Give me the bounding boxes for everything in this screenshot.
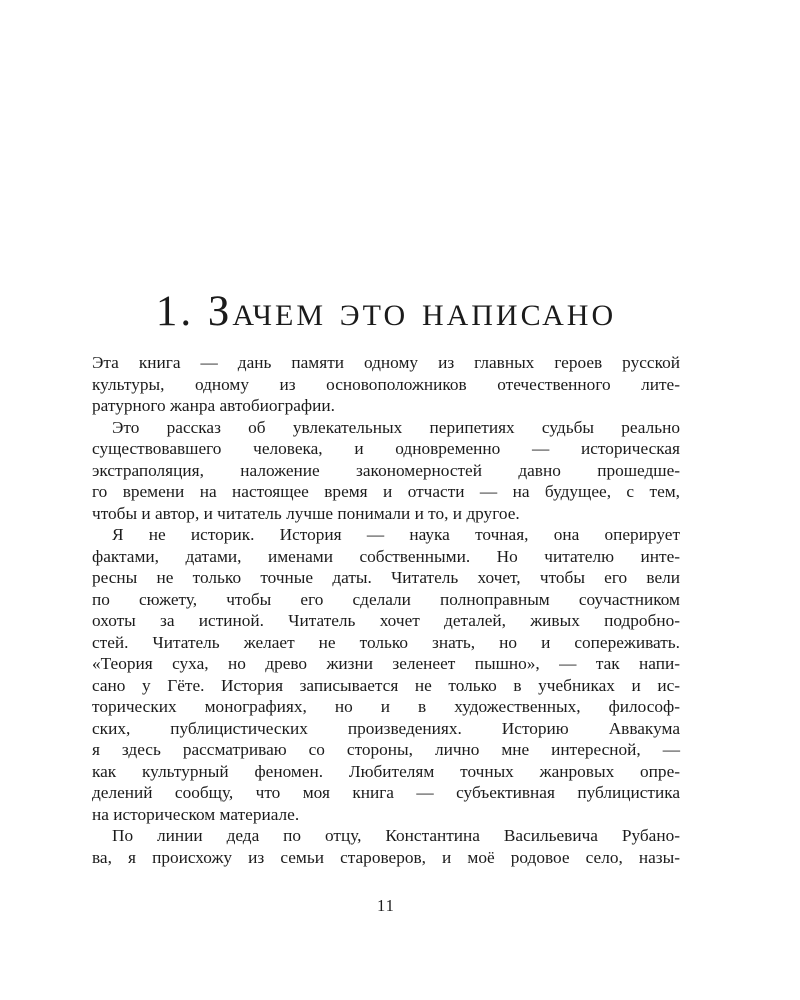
text-line: фактами, датами, именами собственными. Но читателю инте- — [92, 546, 680, 566]
text-line: Я не историк. История — наука точная, она оперирует — [112, 525, 680, 544]
text-line: делений сообщу, что моя книга — субъективная публицистика — [92, 783, 680, 802]
paragraph — [92, 417, 680, 525]
text-line: ских, публицистических произведениях. Историю Аввакума — [92, 718, 680, 738]
paragraph — [92, 524, 680, 825]
paragraph — [92, 352, 680, 417]
text-line: го времени на настоящее время и отчасти — на будущее, с тем, — [92, 482, 680, 501]
text-line: ресны не только точные даты. Читатель хочет, чтобы его вели — [92, 568, 680, 587]
text-line: По линии деда по отцу, Константина Васильевича Рубано- — [112, 826, 680, 845]
paragraph — [92, 825, 680, 868]
text-line: стей. Читатель желает не только знать, но и сопереживать. — [92, 632, 680, 652]
text-line: торических монографиях, но и в художественных, философ- — [92, 697, 680, 716]
chapter-heading: 1. Зачем это написано — [155, 288, 617, 335]
text-line: ва, я происхожу из семьи староверов, и моё родовое село, назы- — [92, 847, 680, 867]
text-line: сано у Гёте. История записывается не только в учебниках и ис- — [92, 675, 680, 695]
text-line: Эта книга — дань памяти одному из главных героев русской — [92, 353, 680, 372]
text-line: на историческом материале. — [92, 804, 300, 824]
text-line: я здесь рассматриваю со стороны, лично мне интересной, — — [92, 740, 680, 759]
text-line: Это рассказ об увлекательных перипетиях судьбы реально — [112, 417, 680, 437]
text-line: культуры, одному из основоположников отечественного лите- — [92, 374, 680, 394]
text-line: экстраполяция, наложение закономерностей давно прошедше- — [92, 460, 680, 480]
text-line: как культурный феномен. Любителям точных жанровых опре- — [92, 761, 680, 781]
body-text — [92, 352, 680, 868]
text-line: охоты за истиной. Читатель хочет деталей, живых подробно- — [92, 611, 680, 630]
text-line: существовавшего человека, и одновременно — историческая — [92, 439, 680, 458]
page-number: 11 — [377, 896, 395, 915]
text-line: «Теория суха, но древо жизни зеленеет пышно», — так напи- — [92, 654, 680, 673]
text-line: ратурного жанра автобиографии. — [92, 396, 335, 415]
text-line: чтобы и автор, и читатель лучше понимали и то, и другое. — [92, 503, 520, 523]
text-line: по сюжету, чтобы его сделали полноправным соучастником — [92, 589, 680, 609]
